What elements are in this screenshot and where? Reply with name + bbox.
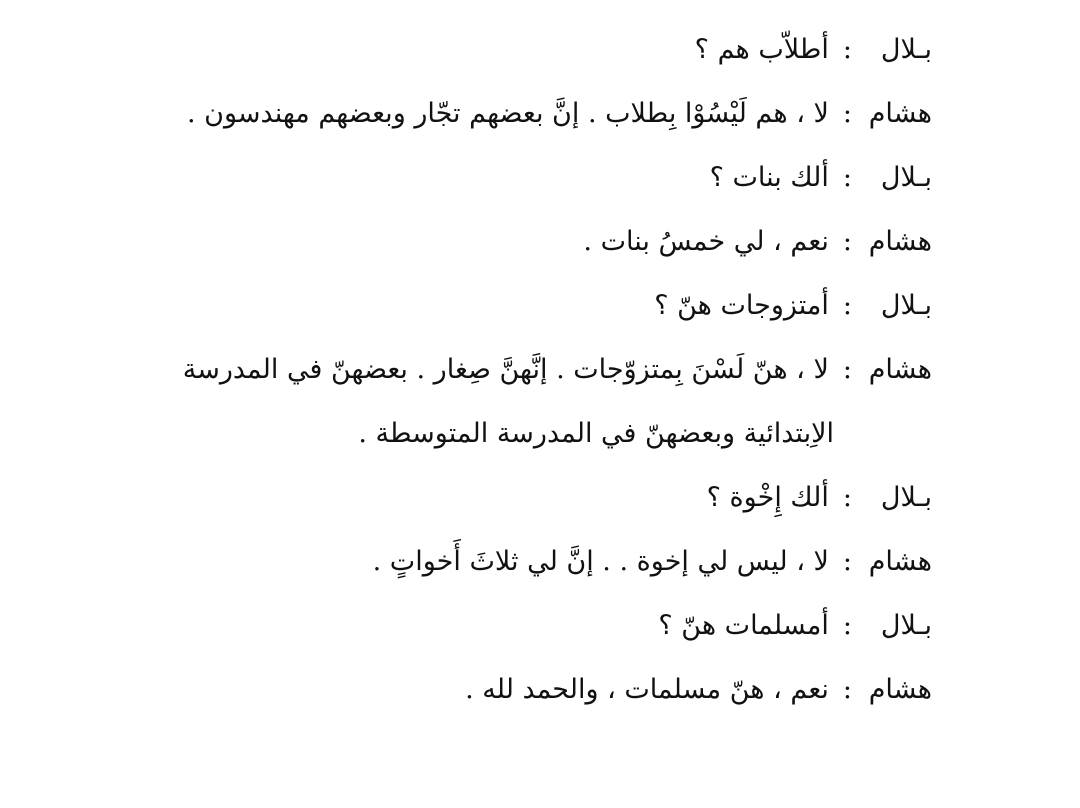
speaker-name: بـلال [880, 482, 932, 513]
speaker-colon: : [842, 674, 852, 705]
speaker-colon: : [842, 34, 852, 65]
dialogue-line [132, 594, 932, 658]
speaker-colon: : [842, 482, 852, 513]
speaker-colon: : [842, 226, 852, 257]
speaker-colon: : [842, 290, 852, 321]
speaker-name: بـلال [880, 610, 932, 641]
speaker-name: هشام [868, 226, 932, 257]
dialogue-line [132, 658, 932, 722]
speaker-colon: : [842, 354, 852, 385]
speaker-name: هشام [868, 354, 932, 385]
dialogue-line [132, 210, 932, 274]
speech-text: لا ، هم لَيْسُوْا بِطلاب . إنَّ بعضهم تجّار وبعضهم مهندسون . [186, 98, 829, 129]
speaker-colon: : [842, 610, 852, 641]
speaker-colon: : [842, 546, 852, 577]
speech-text: نعم ، هنّ مسلمات ، والحمد لله . [465, 674, 829, 705]
speaker-name: بـلال [880, 162, 932, 193]
speech-text: ألك إِخْوة ؟ [706, 482, 829, 513]
dialogue-line [132, 146, 932, 210]
dialogue-line [132, 274, 932, 338]
speech-text: ألك بنات ؟ [709, 162, 829, 193]
speech-text: أطلاّب هم ؟ [694, 34, 829, 65]
speaker-colon: : [842, 162, 852, 193]
dialogue-text [132, 18, 932, 722]
speech-text: لا ، ليس لي إخوة . . إنَّ لي ثلاثَ أَخواتٍ . [372, 546, 829, 577]
speaker-name: هشام [868, 98, 932, 129]
speech-continuation: الاِبتدائية وبعضهنّ في المدرسة المتوسطة . [358, 418, 834, 449]
dialogue-line [132, 466, 932, 530]
dialogue-line [132, 82, 932, 146]
speaker-name: بـلال [880, 34, 932, 65]
speech-text: أمسلمات هنّ ؟ [658, 610, 829, 641]
speaker-colon: : [842, 98, 852, 129]
speech-text: نعم ، لي خمسُ بنات . [583, 226, 829, 257]
speaker-name: بـلال [880, 290, 932, 321]
dialogue-line [132, 18, 932, 82]
dialogue-line [132, 530, 932, 594]
speech-text: لا ، هنّ لَسْنَ بِمتزوّجات . إنَّهنَّ صِغار . بعضهنّ في المدرسة [182, 354, 829, 385]
speaker-name: هشام [868, 546, 932, 577]
speaker-name: هشام [868, 674, 932, 705]
dialogue-line [132, 338, 932, 402]
speech-text: أمتزوجات هنّ ؟ [654, 290, 829, 321]
